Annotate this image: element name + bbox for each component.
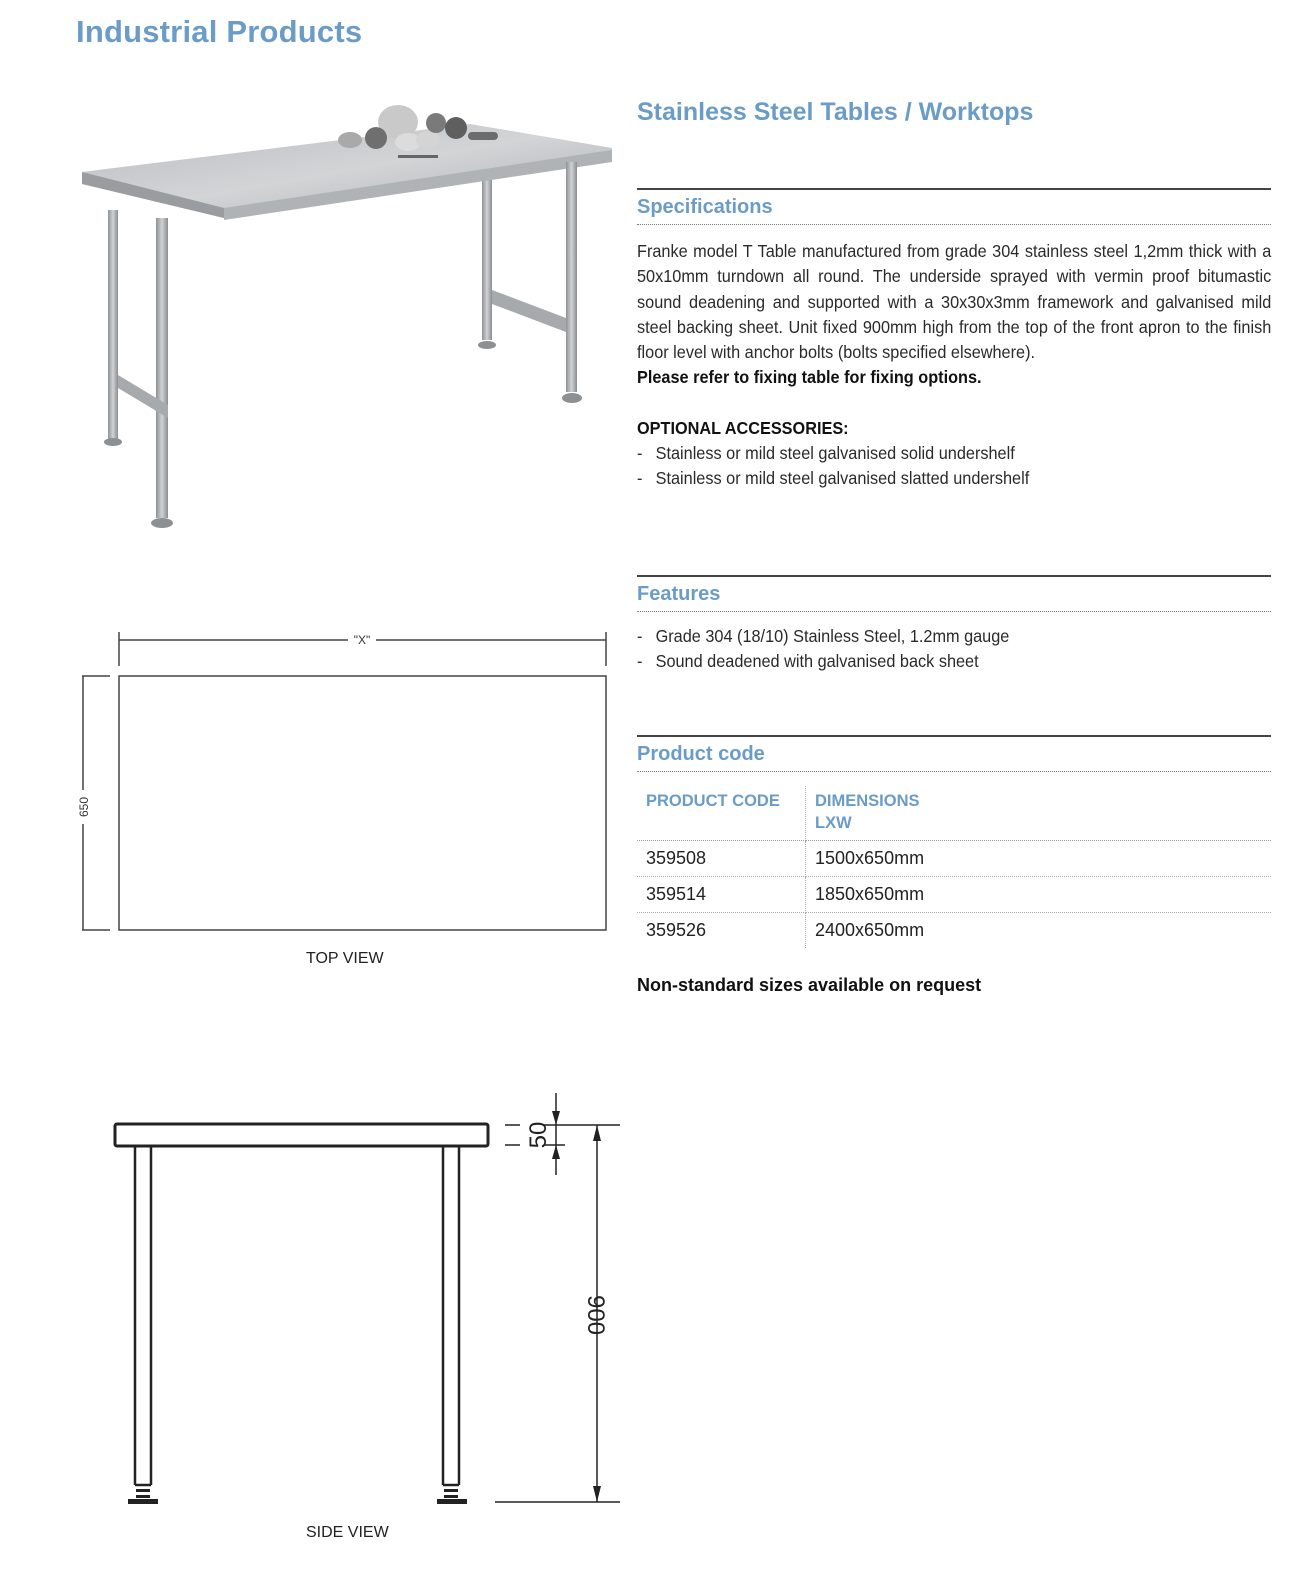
front-leg-left	[156, 218, 168, 518]
specifications-heading: Specifications	[637, 196, 1271, 225]
product-code-section	[637, 735, 1271, 948]
table-outline	[119, 676, 606, 930]
fixing-note: Please refer to fixing table for fixing options.	[637, 367, 982, 388]
accessories-list	[637, 441, 1271, 492]
list-item: - Stainless or mild steel galvanised solid undershelf	[637, 441, 1271, 466]
product-title: Stainless Steel Tables / Worktops	[637, 98, 1034, 126]
top-view-drawing	[70, 620, 630, 950]
side-view-drawing	[100, 1085, 640, 1515]
product-code-cell: 359526	[637, 913, 806, 949]
page-title: Industrial Products	[76, 14, 363, 49]
table-row	[637, 913, 1271, 949]
length-dimension-label: "X"	[353, 633, 371, 647]
dimensions-cell: 1500x650mm	[806, 841, 1272, 877]
height-dimension-label: 900	[582, 1294, 609, 1336]
apron-dimension-label: 50	[525, 1121, 552, 1149]
features-section	[637, 575, 1271, 675]
table-row	[637, 841, 1271, 877]
column-header-code: PRODUCT CODE	[637, 786, 806, 841]
front-leg-right	[566, 162, 577, 392]
tabletop-profile	[115, 1124, 488, 1146]
column-header-dimensions: DIMENSIONS LXW	[806, 786, 1272, 841]
product-photo	[78, 100, 618, 540]
specifications-text: Franke model T Table manufactured from grade 304 stainless steel 1,2mm thick with a 50x10mm turndown all round. The underside sprayed with vermin proof bitumastic sound deadening and supported with a 30x30x3mm framework and galvanised mild steel backing sheet. Unit fixed 900mm high from the top of the front apron to the finish floor level with anchor bolts (bolts specified elsewhere).	[637, 241, 1272, 363]
leveling-foot-right	[437, 1489, 467, 1504]
features-list	[637, 624, 1271, 675]
non-standard-note: Non-standard sizes available on request	[637, 975, 982, 995]
dash-bullet: -	[637, 626, 643, 646]
width-dimension-label: 650	[77, 796, 91, 818]
features-heading: Features	[637, 583, 1271, 612]
back-leg-left	[108, 210, 118, 440]
specifications-body	[637, 239, 1271, 492]
specifications-section	[637, 188, 1271, 492]
dimensions-cell: 1850x650mm	[806, 877, 1272, 913]
top-view-label: TOP VIEW	[306, 950, 384, 967]
back-leg-right	[482, 180, 492, 340]
dash-bullet: -	[637, 651, 643, 672]
product-code-cell: 359514	[637, 877, 806, 913]
product-code-cell: 359508	[637, 841, 806, 877]
table-header-row	[637, 786, 1271, 841]
accessories-heading: OPTIONAL ACCESSORIES:	[637, 417, 849, 438]
dash-bullet: -	[637, 443, 643, 464]
dimensions-cell: 2400x650mm	[815, 920, 925, 940]
list-item: - Stainless or mild steel galvanised slatted undershelf	[637, 466, 1271, 491]
list-item: - Grade 304 (18/10) Stainless Steel, 1.2mm gauge	[637, 624, 1271, 649]
table-row	[637, 877, 1271, 913]
list-item: - Sound deadened with galvanised back sheet	[637, 649, 1271, 674]
product-code-table	[637, 786, 1271, 948]
leveling-foot-left	[128, 1489, 158, 1504]
product-code-heading: Product code	[637, 743, 1271, 772]
side-view-label: SIDE VIEW	[306, 1524, 389, 1541]
dash-bullet: -	[637, 468, 643, 489]
